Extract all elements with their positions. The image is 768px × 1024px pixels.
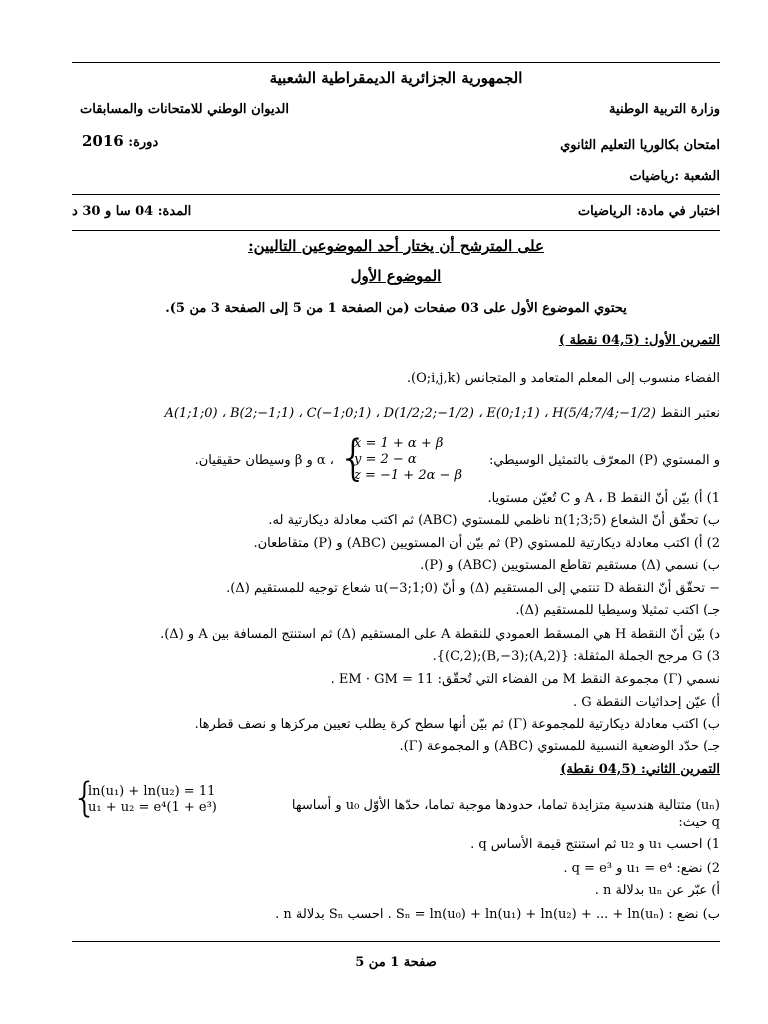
ex2-q2: 2) نضع: u₁ = e⁴ و q = e³ . <box>563 861 720 876</box>
sequence-system-eq2: u₁ + u₂ = e⁴(1 + e³) <box>88 800 217 815</box>
session <box>82 133 158 151</box>
exam-office: الديوان الوطني للامتحانات والمسابقات <box>80 102 289 117</box>
q3a: أ) عيّن إحداثيات النقطة G . <box>573 695 720 710</box>
q3: 3) G مرجح الجملة المثقلة: {(A,2);(B,−3);(C,2)}. <box>432 649 720 664</box>
ministry: وزارة التربية الوطنية <box>609 102 720 117</box>
ex1-frame: الفضاء منسوب إلى المعلم المتعامد و المتجانس (O;i,j,k). <box>406 371 720 386</box>
topic-title: الموضوع الأول <box>350 267 442 285</box>
republic-heading: الجمهورية الجزائرية الديمقراطية الشعبية <box>269 69 523 87</box>
ex2-q1: 1) احسب u₁ و u₂ ثم استنتج قيمة الأساس q . <box>470 837 720 852</box>
sequence-system-eq1: ln(u₁) + ln(u₂) = 11 <box>88 784 216 799</box>
branch: الشعبة :رياضيات <box>629 169 720 184</box>
q2c: جـ) اكتب تمثيلا وسيطيا للمستقيم (Δ). <box>515 603 720 618</box>
plane-system <box>354 436 462 484</box>
q1b: ب) تحقّق أنّ الشعاع n(1;3;5) ناظمي للمستوي (ABC) ثم اكتب معادلة ديكارتية له. <box>268 513 720 528</box>
page-number: صفحة 1 من 5 <box>355 955 437 970</box>
subject-rule <box>72 230 720 231</box>
q3b: ب) اكتب معادلة ديكارتية للمجموعة (Γ) ثم بيّن أنها سطح كرة يطلب تعيين مركزها و نصف قطرها. <box>194 717 720 732</box>
ex1-points-label: نعتبر النقط <box>660 406 720 421</box>
plane-system-x: x = 1 + α + β <box>354 436 444 451</box>
pages-note: يحتوي الموضوع الأول على 03 صفحات (من الصفحة 1 من 5 إلى الصفحة 3 من 5). <box>165 301 627 316</box>
q2d: د) بيّن أنّ النقطة H هي المسقط العمودي للنقطة A على المستقيم (Δ) ثم استنتج المسافة بين A و (Δ). <box>160 627 720 642</box>
ex1-plane-tail: ، α و β وسيطان حقيقيان. <box>194 453 334 468</box>
q2b-check: − تحقّق أنّ النقطة D تنتمي إلى المستقيم (Δ) و أنّ u(−3;1;0) شعاع توجيه للمستقيم (Δ). <box>226 581 720 596</box>
q2b: ب) نسمي (Δ) مستقيم تقاطع المستويين (ABC) و (P). <box>420 558 720 573</box>
session-year: 2016 <box>82 132 124 150</box>
footer-rule <box>72 941 720 942</box>
exercise1-title: التمرين الأول: (04,5 نقطة ) <box>558 333 720 348</box>
top-rule <box>72 62 720 63</box>
ex2-intro: (uₙ) متتالية هندسية متزايدة تماما، حدودها موجبة تماما، حدّها الأوّل u₀ و أساسها q حيث: <box>291 798 720 830</box>
ex2-q2a: أ) عبّر عن uₙ بدلالة n . <box>594 883 720 898</box>
ex1-points: A(1;1;0) ، B(2;−1;1) ، C(−1;0;1) ، D(1/2;2;−1/2) ، E(0;1;1) ، H(5/4;7/4;−1/2) <box>164 406 656 421</box>
q2a: 2) أ) اكتب معادلة ديكارتية للمستوي (P) ثم بيّن أن المستويين (ABC) و (P) متقاطعان. <box>253 536 720 551</box>
header-rule <box>72 194 720 195</box>
session-label: دورة: <box>128 135 159 150</box>
plane-system-brace: { <box>338 430 369 486</box>
plane-system-y: y = 2 − α <box>354 452 417 467</box>
q3c: جـ) حدّد الوضعية النسبية للمستوي (ABC) و المجموعة (Γ). <box>399 739 720 754</box>
ex2-q2b: ب) نضع : Sₙ = ln(u₀) + ln(u₁) + ln(u₂) + ... + ln(uₙ) . احسب Sₙ بدلالة n . <box>275 907 720 922</box>
sequence-system <box>88 784 217 816</box>
q1a: 1) أ) بيّن أنّ النقط A ، B و C تُعيّن مستويا. <box>487 491 720 506</box>
plane-system-z: z = −1 + 2α − β <box>354 468 463 483</box>
sequence-system-brace: { <box>72 775 98 821</box>
subject: اختبار في مادة: الرياضيات <box>577 204 720 219</box>
exam-name: امتحان بكالوريا التعليم الثانوي <box>560 138 720 153</box>
duration: المدة: 04 سا و 30 د <box>72 204 192 219</box>
q3-gamma: نسمي (Γ) مجموعة النقط M من الفضاء التي تُحقّق: EM · GM = 11 . <box>330 672 720 687</box>
exercise2-title: التمرين الثاني: (04,5 نقطة) <box>560 762 720 777</box>
choose-instruction: على المترشح أن يختار أحد الموضوعين التاليين: <box>248 237 544 255</box>
ex1-plane-intro: و المستوي (P) المعرّف بالتمثيل الوسيطي: <box>488 453 720 468</box>
